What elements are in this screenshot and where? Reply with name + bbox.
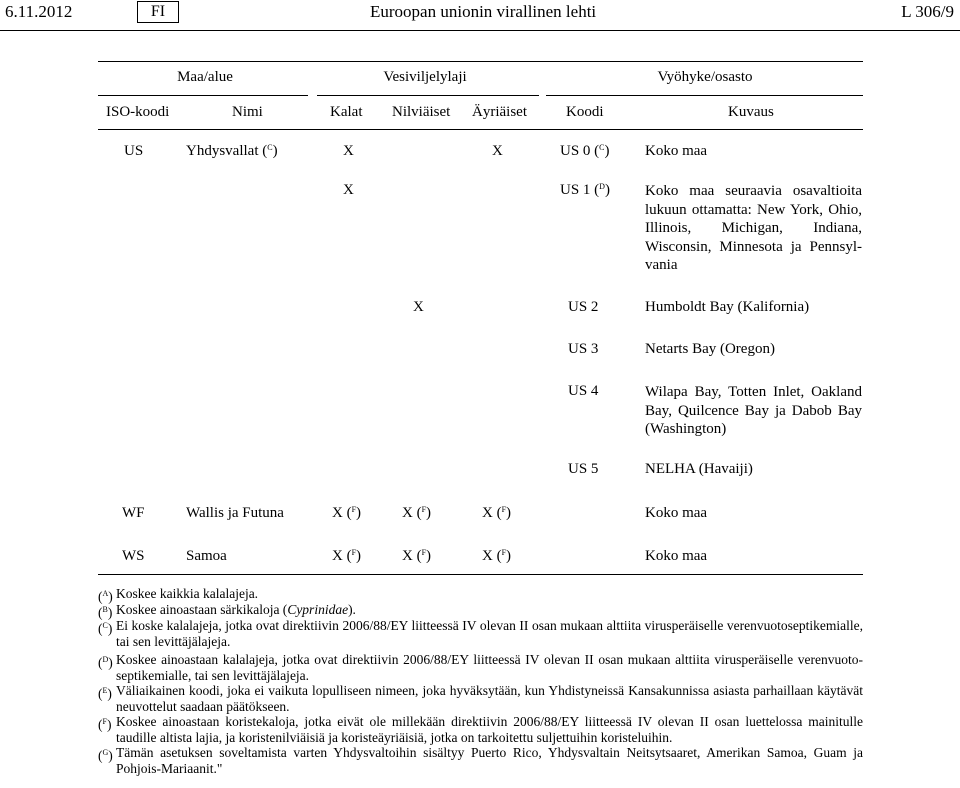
group-underline-country (98, 95, 308, 96)
table-row-iso: WS (122, 548, 145, 564)
footnote-e: ($^E$) Väliaikainen koodi, joka ei vaikuta lopulliseen nimeen, joka hyväksytään, kun Yhdistyneissä Kansakunnissa asiasta parhaillaan käytävät neuvottelut saadaan päätökseen. (98, 683, 863, 714)
table-row-description: Koko maa (645, 505, 708, 521)
table-row-description: NELHA (Havaiji) (645, 461, 753, 477)
table-row-code: US 1 ($^D$) (560, 182, 610, 198)
table-top-rule (98, 61, 863, 62)
table-row-iso: WF (122, 505, 145, 521)
col-header-fish: Kalat (330, 104, 363, 120)
col-header-iso: ISO-koodi (106, 104, 170, 120)
table-row-name: Wallis ja Futuna (186, 505, 284, 521)
group-header-country: Maa/alue (177, 69, 233, 85)
journal-title: Euroopan unionin virallinen lehti (370, 2, 597, 21)
group-underline-species (317, 95, 539, 96)
table-row-description: Netarts Bay (Oregon) (645, 341, 775, 357)
group-header-zone: Vyöhyke/osasto (657, 69, 753, 85)
publication-date: 6.11.2012 (5, 2, 73, 21)
table-row-fish: X ($^F$) (332, 505, 362, 521)
table-row-description: Koko maa seuraavia osavaltioita lukuun ottamatta: New York, Ohio, Illinois, Michigan, Indiana, Wisconsin, Minnesota ja Pennsylvania (645, 183, 862, 273)
footnote-b: ($^B$) Koskee ainoastaan särkikaloja (Cyprinidae). (98, 602, 356, 620)
footnote-g: ($^G$) Tämän asetuksen soveltamista varten Yhdysvaltoihin sisältyy Puerto Rico, Yhdysvaltain Neitsytsaaret, Amerikan Samoa, Guam ja Pohjois-Mariaanit." (98, 745, 863, 776)
table-row-iso: US (124, 143, 144, 159)
table-row-crustaceans: X (492, 143, 503, 159)
col-header-molluscs: Nilviäiset (392, 104, 451, 120)
table-bottom-rule (98, 574, 863, 575)
header-rule (0, 30, 960, 31)
table-row-description: Wilapa Bay, Totten Inlet, Oakland Bay, Quilcence Bay ja Dabob Bay (Washington) (645, 384, 862, 437)
table-row-name: Samoa (186, 548, 227, 564)
header-bottom-rule (98, 129, 863, 130)
col-header-crustaceans: Äyriäiset (472, 104, 527, 120)
col-header-name: Nimi (232, 104, 263, 120)
footnote-f: ($^F$) Koskee ainoastaan koristekaloja, jotka eivät ole millekään direktiivin 2006/88/EY liitteessä IV olevan II osan luettelossa mainitulle taudille altista lajia, ja koristenilviäisiä ja koristeäyriäisiä, jotka on tarkoitettu suljettuihin koristeluihin. (98, 714, 863, 745)
col-header-code: Koodi (566, 104, 604, 120)
col-header-description: Kuvaus (728, 104, 774, 120)
group-header-species: Vesiviljelylaji (383, 69, 467, 85)
table-row-molluscs: X ($^F$) (402, 548, 432, 564)
language-badge: FI (137, 1, 179, 23)
group-underline-zone (546, 95, 863, 96)
table-row-code: US 5 (568, 461, 599, 477)
table-row-molluscs: X (413, 299, 424, 315)
footnote-a: ($^A$) Koskee kaikkia kalalajeja. (98, 586, 259, 604)
table-row-fish: X ($^F$) (332, 548, 362, 564)
table-row-code: US 3 (568, 341, 599, 357)
table-row-code: US 0 ($^C$) (560, 143, 610, 159)
table-row-description: Humboldt Bay (Kalifornia) (645, 299, 810, 315)
footnote-d: ($^D$) Koskee ainoastaan kalalajeja, jotka ovat direktiivin 2006/88/EY liitteessä IV olevan II osan mukaan alttiita virusperäiselle verenvuotoseptikemialle, tai sen levittäjälajeja. (98, 652, 863, 683)
table-row-code: US 2 (568, 299, 599, 315)
table-row-fish: X (343, 182, 354, 198)
table-row-description: Koko maa (645, 143, 708, 159)
table-row-name: Yhdysvallat ($^C$) (186, 143, 278, 159)
table-row-code: US 4 (568, 383, 599, 399)
table-row-description: Koko maa (645, 548, 708, 564)
table-row-crustaceans: X ($^F$) (482, 548, 512, 564)
page-number: L 306/9 (901, 2, 954, 21)
page-header (0, 0, 960, 24)
table-row-crustaceans: X ($^F$) (482, 505, 512, 521)
footnote-c: ($^C$) Ei koske kalalajeja, jotka ovat direktiivin 2006/88/EY liitteessä IV olevan II osan mukaan alttiita virusperäiselle verenvuotoseptikemialle, tai sen levittäjälajeja. (98, 618, 863, 649)
table-row-molluscs: X ($^F$) (402, 505, 432, 521)
table-row-fish: X (343, 143, 354, 159)
